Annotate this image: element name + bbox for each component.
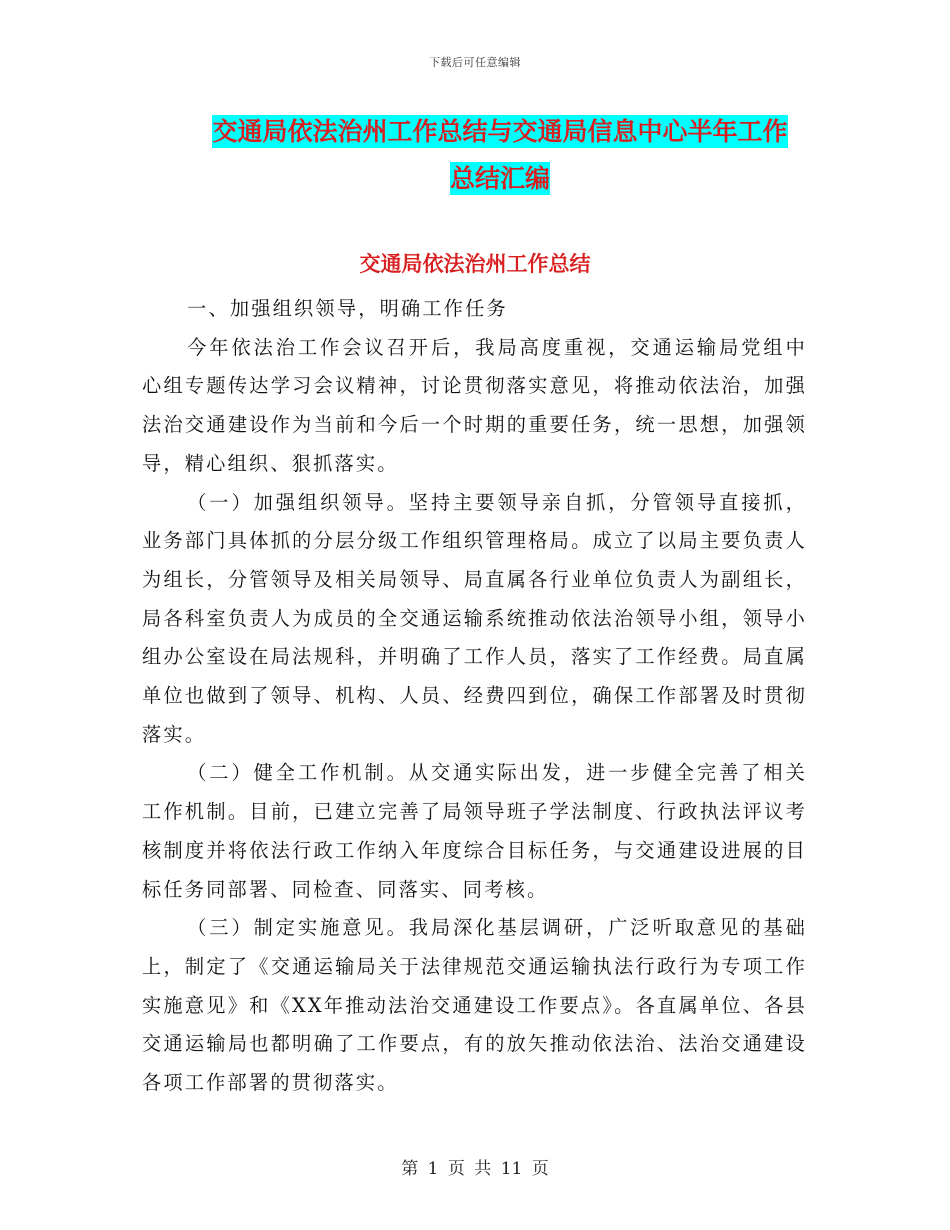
section-title: 交通局依法治州工作总结 — [359, 252, 591, 276]
document-title-line-1: 交通局依法治州工作总结与交通局信息中心半年工作 — [212, 117, 788, 146]
page-header-note: 下载后可任意编辑 — [429, 56, 521, 69]
document-title-line-2: 总结汇编 — [449, 164, 550, 193]
document-title — [150, 108, 850, 202]
body-paragraph: 今年依法治工作会议召开后，我局高度重视，交通运输局党组中心组专题传达学习会议精神，讨论贯彻落实意见，将推动依法治，加强法治交通建设作为当前和今后一个时期的重要任务，统一思想，加强领导，精心组织、狠抓落实。 — [142, 335, 807, 475]
page-footer: 第 1 页 共 11 页 — [401, 1159, 549, 1179]
heading-paragraph: 一、加强组织领导，明确工作任务 — [187, 297, 508, 320]
document-body — [142, 290, 807, 1103]
body-paragraph: （一）加强组织领导。坚持主要领导亲自抓，分管领导直接抓，业务部门具体抓的分层分级工作组织管理格局。成立了以局主要负责人为组长，分管领导及相关局领导、局直属各行业单位负责人为副组长，局各科室负责人为成员的全交通运输系统推动依法治领导小组，领导小组办公室设在局法规科，并明确了工作人员，落实了工作经费。局直属单位也做到了领导、机构、人员、经费四到位，确保工作部署及时贯彻落实。 — [142, 490, 807, 746]
body-paragraph: （三）制定实施意见。我局深化基层调研，广泛听取意见的基础上，制定了《交通运输局关于法律规范交通运输执法行政行为专项工作实施意见》和《XX年推动法治交通建设工作要点》。各直属单位、各县交通运输局也都明确了工作要点，有的放矢推动依法治、法治交通建设各项工作部署的贯彻落实。 — [142, 916, 807, 1095]
body-paragraph: （二）健全工作机制。从交通实际出发，进一步健全完善了相关工作机制。目前，已建立完善了局领导班子学法制度、行政执法评议考核制度并将依法行政工作纳入年度综合目标任务，与交通建设进展的目标任务同部署、同检查、同落实、同考核。 — [142, 761, 807, 901]
